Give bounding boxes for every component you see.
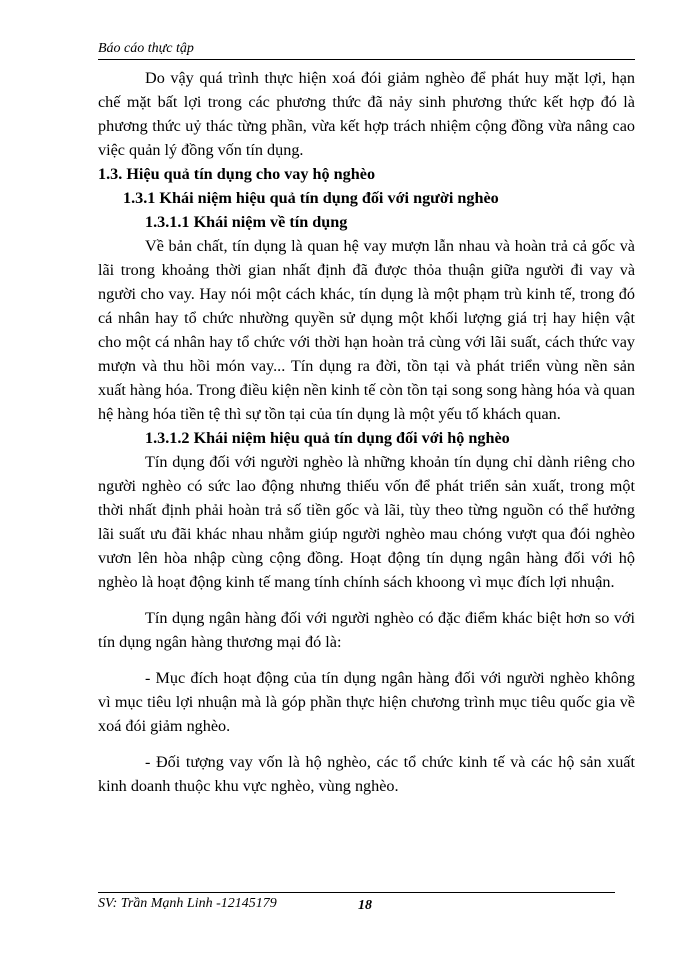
- header-divider: [98, 59, 635, 60]
- heading-1-3: 1.3. Hiệu quả tín dụng cho vay hộ nghèo: [98, 165, 376, 183]
- paragraph-credit-definition: Về bản chất, tín dụng là quan hệ vay mượn lẫn nhau và hoàn trả cả gốc và lãi trong khoảng thời gian nhất định đã được thỏa thuận giữa người đi vay và người cho vay. Hay nói một cách khác, tín dụng là một phạm trù kinh tế, trong đó cá nhân hay tổ chức nhường quyền sử dụng một khối lượng giá trị hay hiện vật cho một cá nhân hay tổ chức với thời hạn hoàn trả cùng với lãi suất, cách thức vay mượn và thu hồi món vay... Tín dụng ra đời, tồn tại và phát triển vùng nền sản xuất hàng hóa. Trong điều kiện nền kinh tế còn tồn tại song song hàng hóa và quan hệ hàng hóa tiền tệ thì sự tồn tại của tín dụng là một yếu tố khách quan.: [98, 237, 635, 423]
- document-body: [98, 66, 635, 798]
- page-number: 18: [358, 898, 372, 913]
- heading-1-3-1-2: 1.3.1.2 Khái niệm hiệu quả tín dụng đối với hộ nghèo: [145, 429, 510, 447]
- bullet-purpose: - Mục đích hoạt động của tín dụng ngân hàng đối với người nghèo không vì mục tiêu lợi nhuận mà là góp phần thực hiện chương trình mục tiêu quốc gia về xoá đói giảm nghèo.: [98, 669, 635, 735]
- heading-1-3-1-1: 1.3.1.1 Khái niệm về tín dụng: [145, 213, 348, 231]
- paragraph-poor-credit: Tín dụng đối với người nghèo là những khoản tín dụng chỉ dành riêng cho người nghèo có sức lao động nhưng thiếu vốn để phát triển sản xuất, trong một thời nhất định phải hoàn trả số tiền gốc và lãi, tùy theo từng nguồn có thể hưởng lãi suất ưu đãi khác nhau nhằm giúp người nghèo mau chóng vượt qua đói nghèo vươn lên hòa nhập cùng cộng đồng. Hoạt động tín dụng ngân hàng đối với hộ nghèo là hoạt động kinh tế mang tính chính sách khoong vì mục đích lợi nhuận.: [98, 453, 635, 591]
- bullet-borrowers: - Đối tượng vay vốn là hộ nghèo, các tổ chức kinh tế và các hộ sản xuất kinh doanh thuộc khu vực nghèo, vùng nghèo.: [98, 753, 635, 795]
- page-header-title: Báo cáo thực tập: [98, 41, 194, 56]
- footer-student: SV: Trần Mạnh Linh -12145179: [98, 896, 277, 911]
- heading-1-3-1: 1.3.1 Khái niệm hiệu quả tín dụng đối với người nghèo: [123, 189, 499, 207]
- paragraph-differences: Tín dụng ngân hàng đối với người nghèo có đặc điểm khác biệt hơn so với tín dụng ngân hàng thương mại đó là:: [98, 609, 635, 651]
- paragraph-intro: Do vậy quá trình thực hiện xoá đói giảm nghèo để phát huy mặt lợi, hạn chế mặt bất lợi trong các phương thức đã nảy sinh phương thức kết hợp đó là phương thức uỷ thác từng phần, vừa kết hợp trách nhiệm cộng đồng vừa nâng cao việc quản lý đồng vốn tín dụng.: [98, 69, 635, 159]
- footer-divider: [98, 892, 615, 893]
